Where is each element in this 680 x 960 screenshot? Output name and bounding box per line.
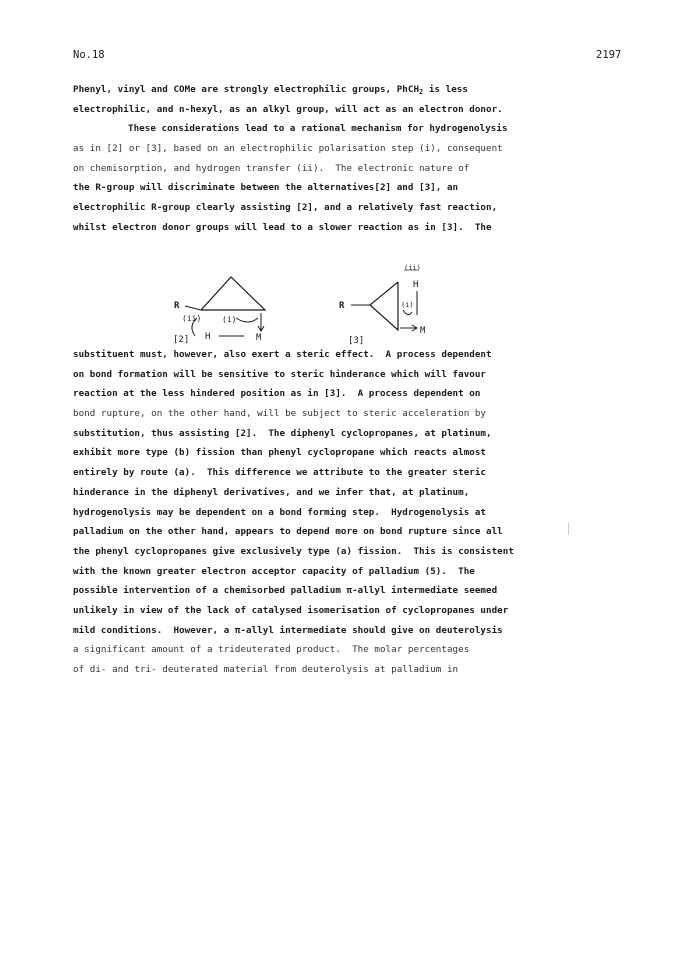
- text-line: electrophilic R-group clearly assisting [2], and a relatively fast reaction,: [73, 202, 498, 214]
- label-i: (i): [222, 315, 237, 324]
- r-label: R: [339, 301, 345, 311]
- text-line: the R-group will discriminate between the alternatives[2] and [3], an: [73, 182, 459, 194]
- text-line: exhibit more type (b) fission than phenyl cyclopropane which reacts almost: [73, 447, 487, 459]
- journal-issue: No.18: [73, 49, 105, 61]
- text-line: whilst electron donor groups will lead to a slower reaction as in [3]. The: [73, 221, 492, 233]
- text-line: possible intervention of a chemisorbed palladium π-allyl intermediate seemed: [73, 585, 498, 597]
- cyclopropane-ring: [201, 277, 265, 310]
- structure-3: [339, 264, 426, 345]
- structure-number: [2]: [173, 335, 190, 345]
- text-line: bond rupture, on the other hand, will be subject to steric acceleration by: [73, 408, 487, 420]
- mechanism-diagram: [0, 0, 680, 345]
- text-line: with the known greater electron acceptor capacity of palladium (5). The: [73, 565, 475, 577]
- text-line: as in [2] or [3], based on an electrophilic polarisation step (i), consequent: [73, 143, 503, 155]
- text-line: a significant amount of a trideuterated product. The molar percentages: [73, 644, 470, 656]
- text-segment: is less: [423, 84, 468, 95]
- text-line: palladium on the other hand, appears to depend more on bond rupture since all: [73, 526, 503, 538]
- arrow-i: [403, 310, 412, 315]
- text-line: substitution, thus assisting [2]. The diphenyl cyclopropanes, at platinum,: [73, 427, 492, 439]
- text-line: mild conditions. However, a π-allyl intermediate should give on deuterolysis: [73, 624, 503, 636]
- h-atom: H: [205, 332, 211, 342]
- h-atom: H: [413, 280, 419, 290]
- label-ii: (ii): [182, 314, 202, 323]
- r-bond: [185, 306, 201, 310]
- text-line: unlikely in view of the lack of catalysed isomerisation of cyclopropanes under: [73, 604, 509, 616]
- text-line: of di- and tri- deuterated material from deuterolysis at palladium in: [73, 664, 459, 675]
- structure-number: [3]: [348, 336, 365, 345]
- text-line: These considerations lead to a rational mechanism for hydrogenolysis: [128, 123, 508, 135]
- text-line: entirely by route (a). This difference we attribute to the greater steric: [73, 467, 487, 479]
- m-atom: M: [420, 326, 426, 336]
- label-i: (i): [401, 301, 414, 309]
- arrow-i: [236, 318, 258, 322]
- text-line: reaction at the less hindered position as in [3]. A process dependent on: [73, 388, 481, 400]
- cyclopropane-ring: [370, 282, 398, 330]
- m-atom: M: [256, 333, 262, 343]
- text-segment: Phenyl, vinyl and COMe are strongly electrophilic groups, PhCH: [73, 84, 420, 95]
- r-label: R: [174, 301, 180, 311]
- subscript: 2: [419, 88, 424, 96]
- text-line: on chemisorption, and hydrogen transfer (ii). The electronic nature of: [73, 162, 470, 174]
- text-line: substituent must, however, also exert a steric effect. A process dependent: [73, 349, 492, 360]
- page-number: 2197: [596, 49, 622, 61]
- label-ii: (ii): [404, 264, 421, 272]
- text-line: the phenyl cyclopropanes give exclusively type (a) fission. This is consistent: [73, 545, 514, 557]
- text-line: hydrogenolysis may be dependent on a bond forming step. Hydrogenolysis at: [73, 506, 487, 518]
- structure-2: [173, 277, 265, 345]
- paragraph-2: [73, 345, 633, 680]
- scan-mark: [568, 523, 569, 535]
- text-line: hinderance in the diphenyl derivatives, and we infer that, at platinum,: [73, 486, 470, 498]
- text-line: electrophilic, and n-hexyl, as an alkyl group, will act as an electron donor.: [73, 103, 503, 115]
- text-line: on bond formation will be sensitive to steric hinderance which will favour: [73, 368, 487, 380]
